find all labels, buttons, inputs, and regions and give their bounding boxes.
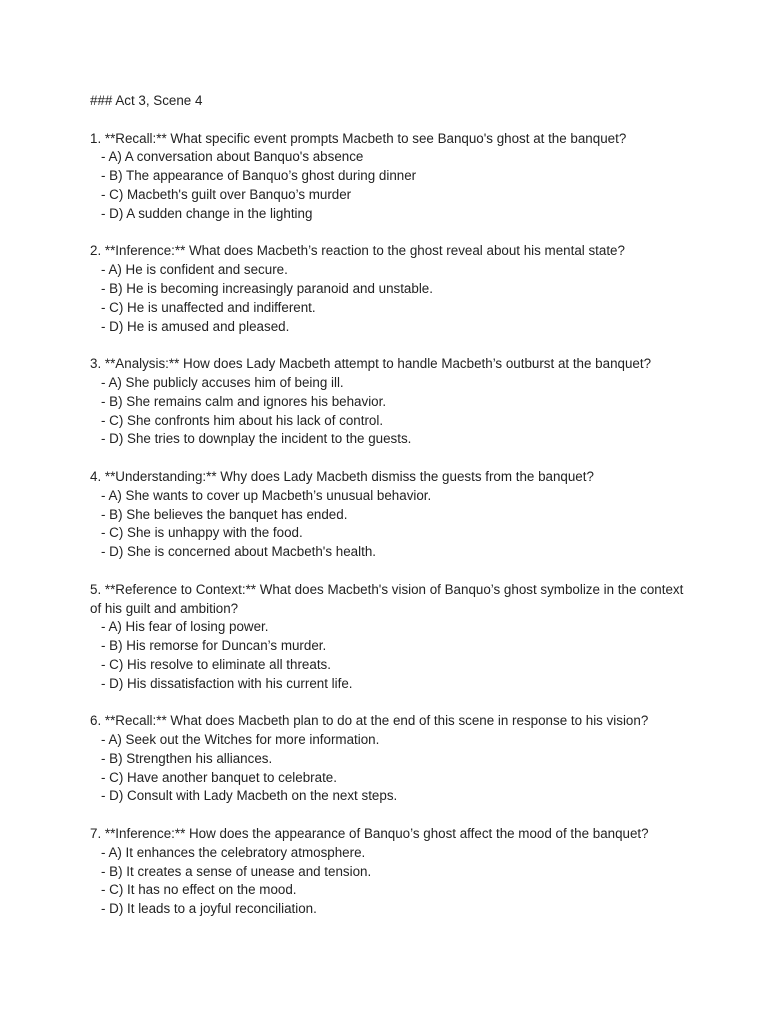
answer-option-c: - C) His resolve to eliminate all threats. — [101, 656, 331, 672]
question-text: 3. **Analysis:** How does Lady Macbeth attempt to handle Macbeth’s outburst at the banquet? — [90, 356, 652, 372]
answer-option-a: - A) Seek out the Witches for more information. — [101, 732, 380, 748]
question-text: 4. **Understanding:** Why does Lady Macbeth dismiss the guests from the banquet? — [90, 468, 594, 484]
question-text: 2. **Inference:** What does Macbeth’s reaction to the ghost reveal about his mental state? — [90, 243, 625, 259]
answer-option-d: - D) His dissatisfaction with his current life. — [101, 675, 353, 691]
question-text: 6. **Recall:** What does Macbeth plan to do at the end of this scene in response to his vision? — [90, 713, 649, 729]
answer-option-d: - D) A sudden change in the lighting — [101, 205, 313, 221]
answer-option-c: - C) Macbeth's guilt over Banquo’s murder — [101, 186, 352, 202]
question-1 — [90, 130, 690, 224]
answer-option-c: - C) Have another banquet to celebrate. — [101, 769, 337, 785]
question-text: 1. **Recall:** What specific event prompts Macbeth to see Banquo's ghost at the banquet? — [90, 130, 627, 146]
document-page — [90, 92, 690, 938]
answer-option-d: - D) Consult with Lady Macbeth on the next steps. — [101, 788, 398, 804]
question-5 — [90, 581, 690, 694]
answer-option-a: - A) She publicly accuses him of being ill. — [101, 374, 344, 390]
page-heading: ### Act 3, Scene 4 — [90, 93, 203, 108]
question-4 — [90, 468, 690, 562]
question-text: 7. **Inference:** How does the appearance of Banquo’s ghost affect the mood of the banquet? — [90, 826, 649, 842]
answer-option-b: - B) He is becoming increasingly paranoid and unstable. — [101, 280, 433, 296]
answer-option-c: - C) She is unhappy with the food. — [101, 525, 303, 541]
answer-option-a: - A) A conversation about Banquo's absence — [101, 149, 364, 165]
answer-option-d: - D) It leads to a joyful reconciliation. — [101, 901, 317, 917]
answer-option-c: - C) It has no effect on the mood. — [101, 882, 297, 898]
answer-option-b: - B) She remains calm and ignores his behavior. — [101, 393, 387, 409]
answer-option-b: - B) Strengthen his alliances. — [101, 750, 273, 766]
answer-option-a: - A) His fear of losing power. — [101, 619, 269, 635]
question-6 — [90, 712, 690, 806]
answer-option-a: - A) She wants to cover up Macbeth’s unusual behavior. — [101, 487, 432, 503]
answer-option-b: - B) She believes the banquet has ended. — [101, 506, 348, 522]
answer-option-d: - D) He is amused and pleased. — [101, 318, 290, 334]
answer-option-d: - D) She tries to downplay the incident to the guests. — [101, 431, 412, 447]
question-7 — [90, 825, 690, 919]
answer-option-c: - C) He is unaffected and indifferent. — [101, 299, 316, 315]
answer-option-a: - A) It enhances the celebratory atmosphere. — [101, 844, 366, 860]
answer-option-a: - A) He is confident and secure. — [101, 262, 288, 278]
answer-option-b: - B) It creates a sense of unease and tension. — [101, 863, 372, 879]
answer-option-d: - D) She is concerned about Macbeth's health. — [101, 544, 376, 560]
answer-option-b: - B) The appearance of Banquo’s ghost during dinner — [101, 168, 417, 184]
answer-option-c: - C) She confronts him about his lack of control. — [101, 412, 384, 428]
question-text: 5. **Reference to Context:** What does Macbeth's vision of Banquo’s ghost symbolize in the context of his guilt and ambition? — [90, 581, 684, 616]
question-3 — [90, 355, 690, 449]
question-2 — [90, 242, 690, 336]
answer-option-b: - B) His remorse for Duncan’s murder. — [101, 638, 327, 654]
